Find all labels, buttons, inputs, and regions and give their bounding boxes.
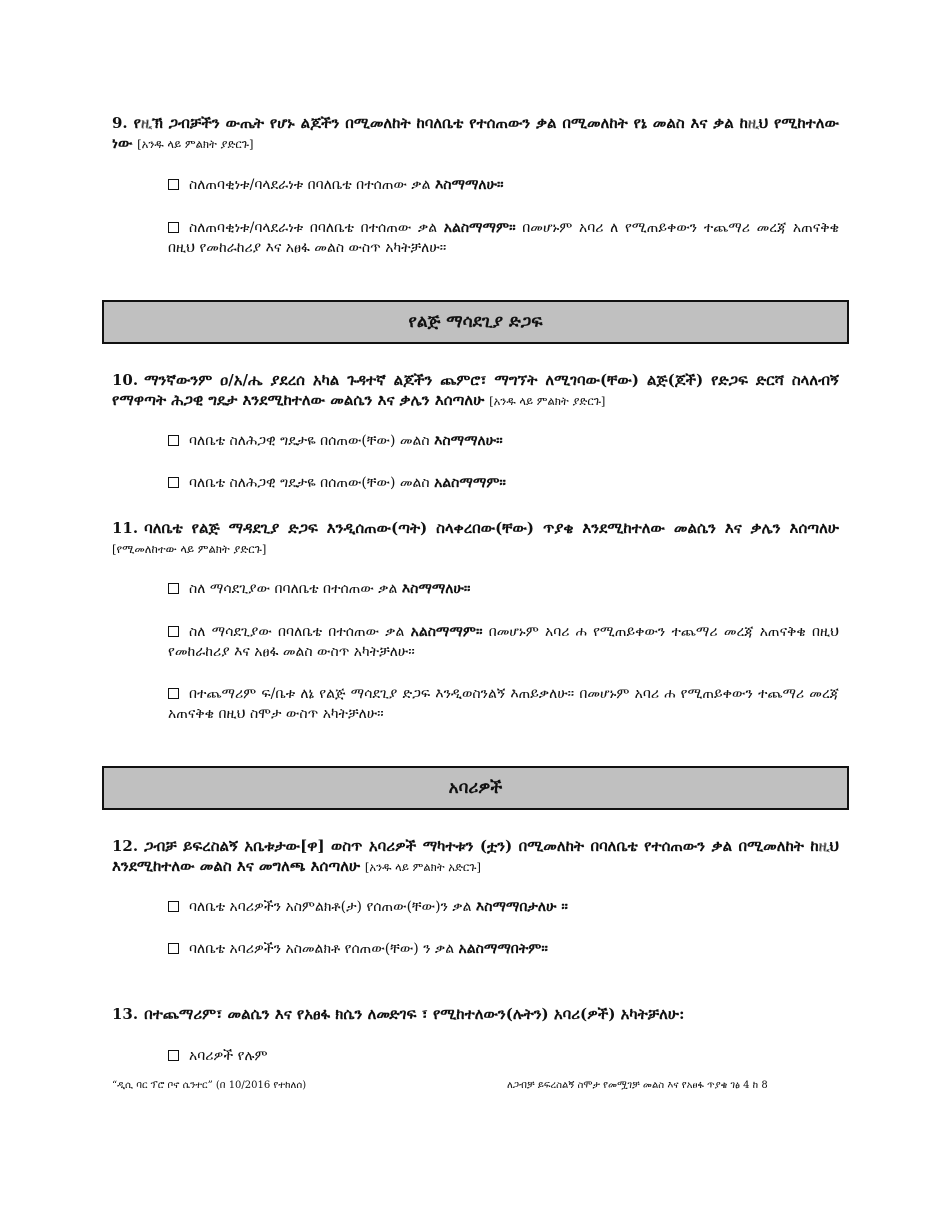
- option-answer: አልስማማም።: [434, 475, 506, 491]
- option-text: ስለ ማሳደጊያው በባለቤቴ በተሰጠው ቃል: [189, 624, 411, 640]
- footer-page-info: ለጋብቻ ይፍረስልኝ ስሞታ የመሟገቻ መልስ እና የአፀፋ ጥያቄ ገፅ 4 ከ 8: [507, 1080, 768, 1091]
- option-answer: እስማማለሁ።: [434, 177, 504, 193]
- question-text: ማንኛውንም ዐ/አ/ሔ ያደረሰ አካል ጉዳተኛ ልጆችን ጨምሮ፣ ማግኘት ለሚገባው(ቸው) ልጅ(ጆች) የድጋፍ ድርሻ ስላለብኝ የማዋጣት ሕጋዊ ግዴታ እንደሚከተለው መልሴን እና ቃሌን እሰጣለሁ: [112, 371, 839, 409]
- q9-option-disagree: [168, 218, 839, 258]
- option-text: ባለቤቴ ስለሕጋዊ ግዴታዬ በሰጠው(ቸው) መልስ: [189, 475, 435, 491]
- checkbox[interactable]: [168, 435, 179, 446]
- question-9: [112, 113, 839, 154]
- checkbox[interactable]: [168, 222, 179, 233]
- footer-left: “ዲሲ ባር ፕሮ ቦኖ ሴንተር” (በ 10/2016 የተከለሰ): [112, 1080, 307, 1091]
- question-text: በተጨማሪም፣ መልሴን እና የአፀፋ ክሴን ለመድገፍ ፣ የሚከተለውን(ሉትን) አባሪ(ዎች) አካትቻለሁ:: [144, 1005, 685, 1023]
- checkbox[interactable]: [168, 583, 179, 594]
- option-answer: እስማማለሁ።: [401, 581, 471, 597]
- question-text: ጋብቻ ይፍረስልኝ አቤቱታው[ዋ] ወስጥ አባሪዎች ማካተቱን (ቷን) በሚመለከት በባለቤቴ የተሰጠውን ቃል በሚመለከት ከዚህ እንደሚከተለው መልስ እና መግለጫ እሰጣለሁ: [112, 837, 839, 875]
- checkbox[interactable]: [168, 688, 179, 699]
- q12-option-disagree: [168, 939, 839, 959]
- question-text: ባለቤቴ የልጅ ማዳደጊያ ድጋፍ እንዲሰጠው(ጣት) ስላቀረበው(ቸው) ጥያቄ እንደሚከተለው መልሴን እና ቃሌን እሰጣለሁ: [144, 519, 839, 537]
- question-number: 11.: [112, 519, 139, 537]
- option-text: ባለቤቴ አባሪዎችን አስምልክቶ(ታ) የሰጠው(ቸው)ን ቃል: [189, 899, 476, 915]
- checkbox[interactable]: [168, 943, 179, 954]
- question-number: 13.: [112, 1005, 139, 1023]
- option-text: ስለጠባቂነቱ/ባላደራነቱ በባለቤቴ በተሰጠው ቃል: [189, 220, 444, 236]
- question-instruction: [አንዱ ላይ ምልክት አድርጉ]: [364, 860, 481, 874]
- checkbox[interactable]: [168, 901, 179, 912]
- question-number: 9.: [112, 114, 128, 132]
- option-detail: በመሆኑም አባሪ ሐ የሚጠይቀውን ተጨማሪ መረጃ አጠናቅቄ በዚህ የመከራከሪያ እና አፀፋ መልስ ውስጥ አካትቻለሁ።: [168, 624, 840, 660]
- option-answer: እስማማለሁ።: [434, 433, 503, 449]
- checkbox[interactable]: [168, 477, 179, 488]
- question-instruction: [አንዱ ላይ ምልክት ያድርጉ]: [137, 137, 254, 151]
- q10-option-agree: [168, 431, 839, 451]
- option-text: ስለ ማሳደጊያው በባለቤቴ በተሰጠው ቃል: [189, 581, 402, 597]
- question-instruction: [አንዱ ላይ ምልክት ያድርጉ]: [489, 394, 606, 408]
- q11-option-agree: [168, 579, 839, 599]
- option-text: አባሪዎች የሉም: [189, 1048, 268, 1064]
- q11-option-disagree: [168, 622, 839, 662]
- q12-option-agree: [168, 897, 839, 917]
- section-title: አባሪዎች: [448, 778, 503, 798]
- q9-option-agree: [168, 175, 839, 195]
- checkbox[interactable]: [168, 626, 179, 637]
- option-text: ባለቤቴ ስለሕጋዊ ግዴታዬ በሰጠው(ቸው) መልስ: [189, 433, 435, 449]
- option-text: ስለጠባቂነቱ/ባላደራነቱ በባለቤቴ በተሰጠው ቃል: [189, 177, 435, 193]
- section-header-child-support: [102, 300, 849, 344]
- option-answer: እስማማበታለሁ ።: [475, 899, 568, 915]
- question-number: 10.: [112, 371, 139, 389]
- option-detail: በመሆኑም አባሪ ለ የሚጠይቀውን ተጨማሪ መረጃ አጠናቅቄ በዚህ የመከራከሪያ እና አፀፋ መልስ ውስጥ አካትቻለሁ።: [168, 220, 839, 256]
- checkbox[interactable]: [168, 1050, 179, 1061]
- question-number: 12.: [112, 837, 139, 855]
- question-10: [112, 370, 839, 411]
- question-instruction: [የሚመለከተው ላይ ምልክት ያድርጉ]: [112, 542, 267, 556]
- section-title: የልጅ ማሳደጊያ ድጋፍ: [408, 312, 543, 332]
- option-answer: አልስማማም።: [410, 624, 483, 640]
- question-text: የዚኽ ጋብቻችን ውጤት የሆኑ ልጆችን በሚመለከት ከባለቤቴ የተሰጠውን ቃል በሚመለከት የኔ መልስ እና ቃል ከዚህ የሚከተለው ነው: [112, 114, 839, 152]
- section-header-attachments: [102, 766, 849, 810]
- option-text: ባለቤቴ አባሪዎችን አስመልክቶ የሰጠው(ቸው) ን ቃል: [189, 941, 459, 957]
- checkbox[interactable]: [168, 179, 179, 190]
- question-11: [112, 518, 839, 559]
- question-12: [112, 836, 839, 877]
- q10-option-disagree: [168, 473, 839, 493]
- question-13: [112, 1004, 839, 1024]
- option-answer: አልስማማም።: [443, 220, 516, 236]
- option-text: በተጨማሪም ፍ/ቤቱ ለኔ የልጅ ማሳደጊያ ድጋፍ እንዲወስንልኝ እጠይቃለሁ። በመሆኑም አባሪ ሐ የሚጠይቀውን ተጨማሪ መረጃ አጠናቅቄ በዚህ ስሞታ ውስጥ አካትቻለሁ።: [168, 686, 839, 722]
- q11-option-request-support: [168, 684, 839, 724]
- option-answer: አልስማማበትም።: [458, 941, 548, 957]
- q13-option-no-attachments: [168, 1046, 839, 1066]
